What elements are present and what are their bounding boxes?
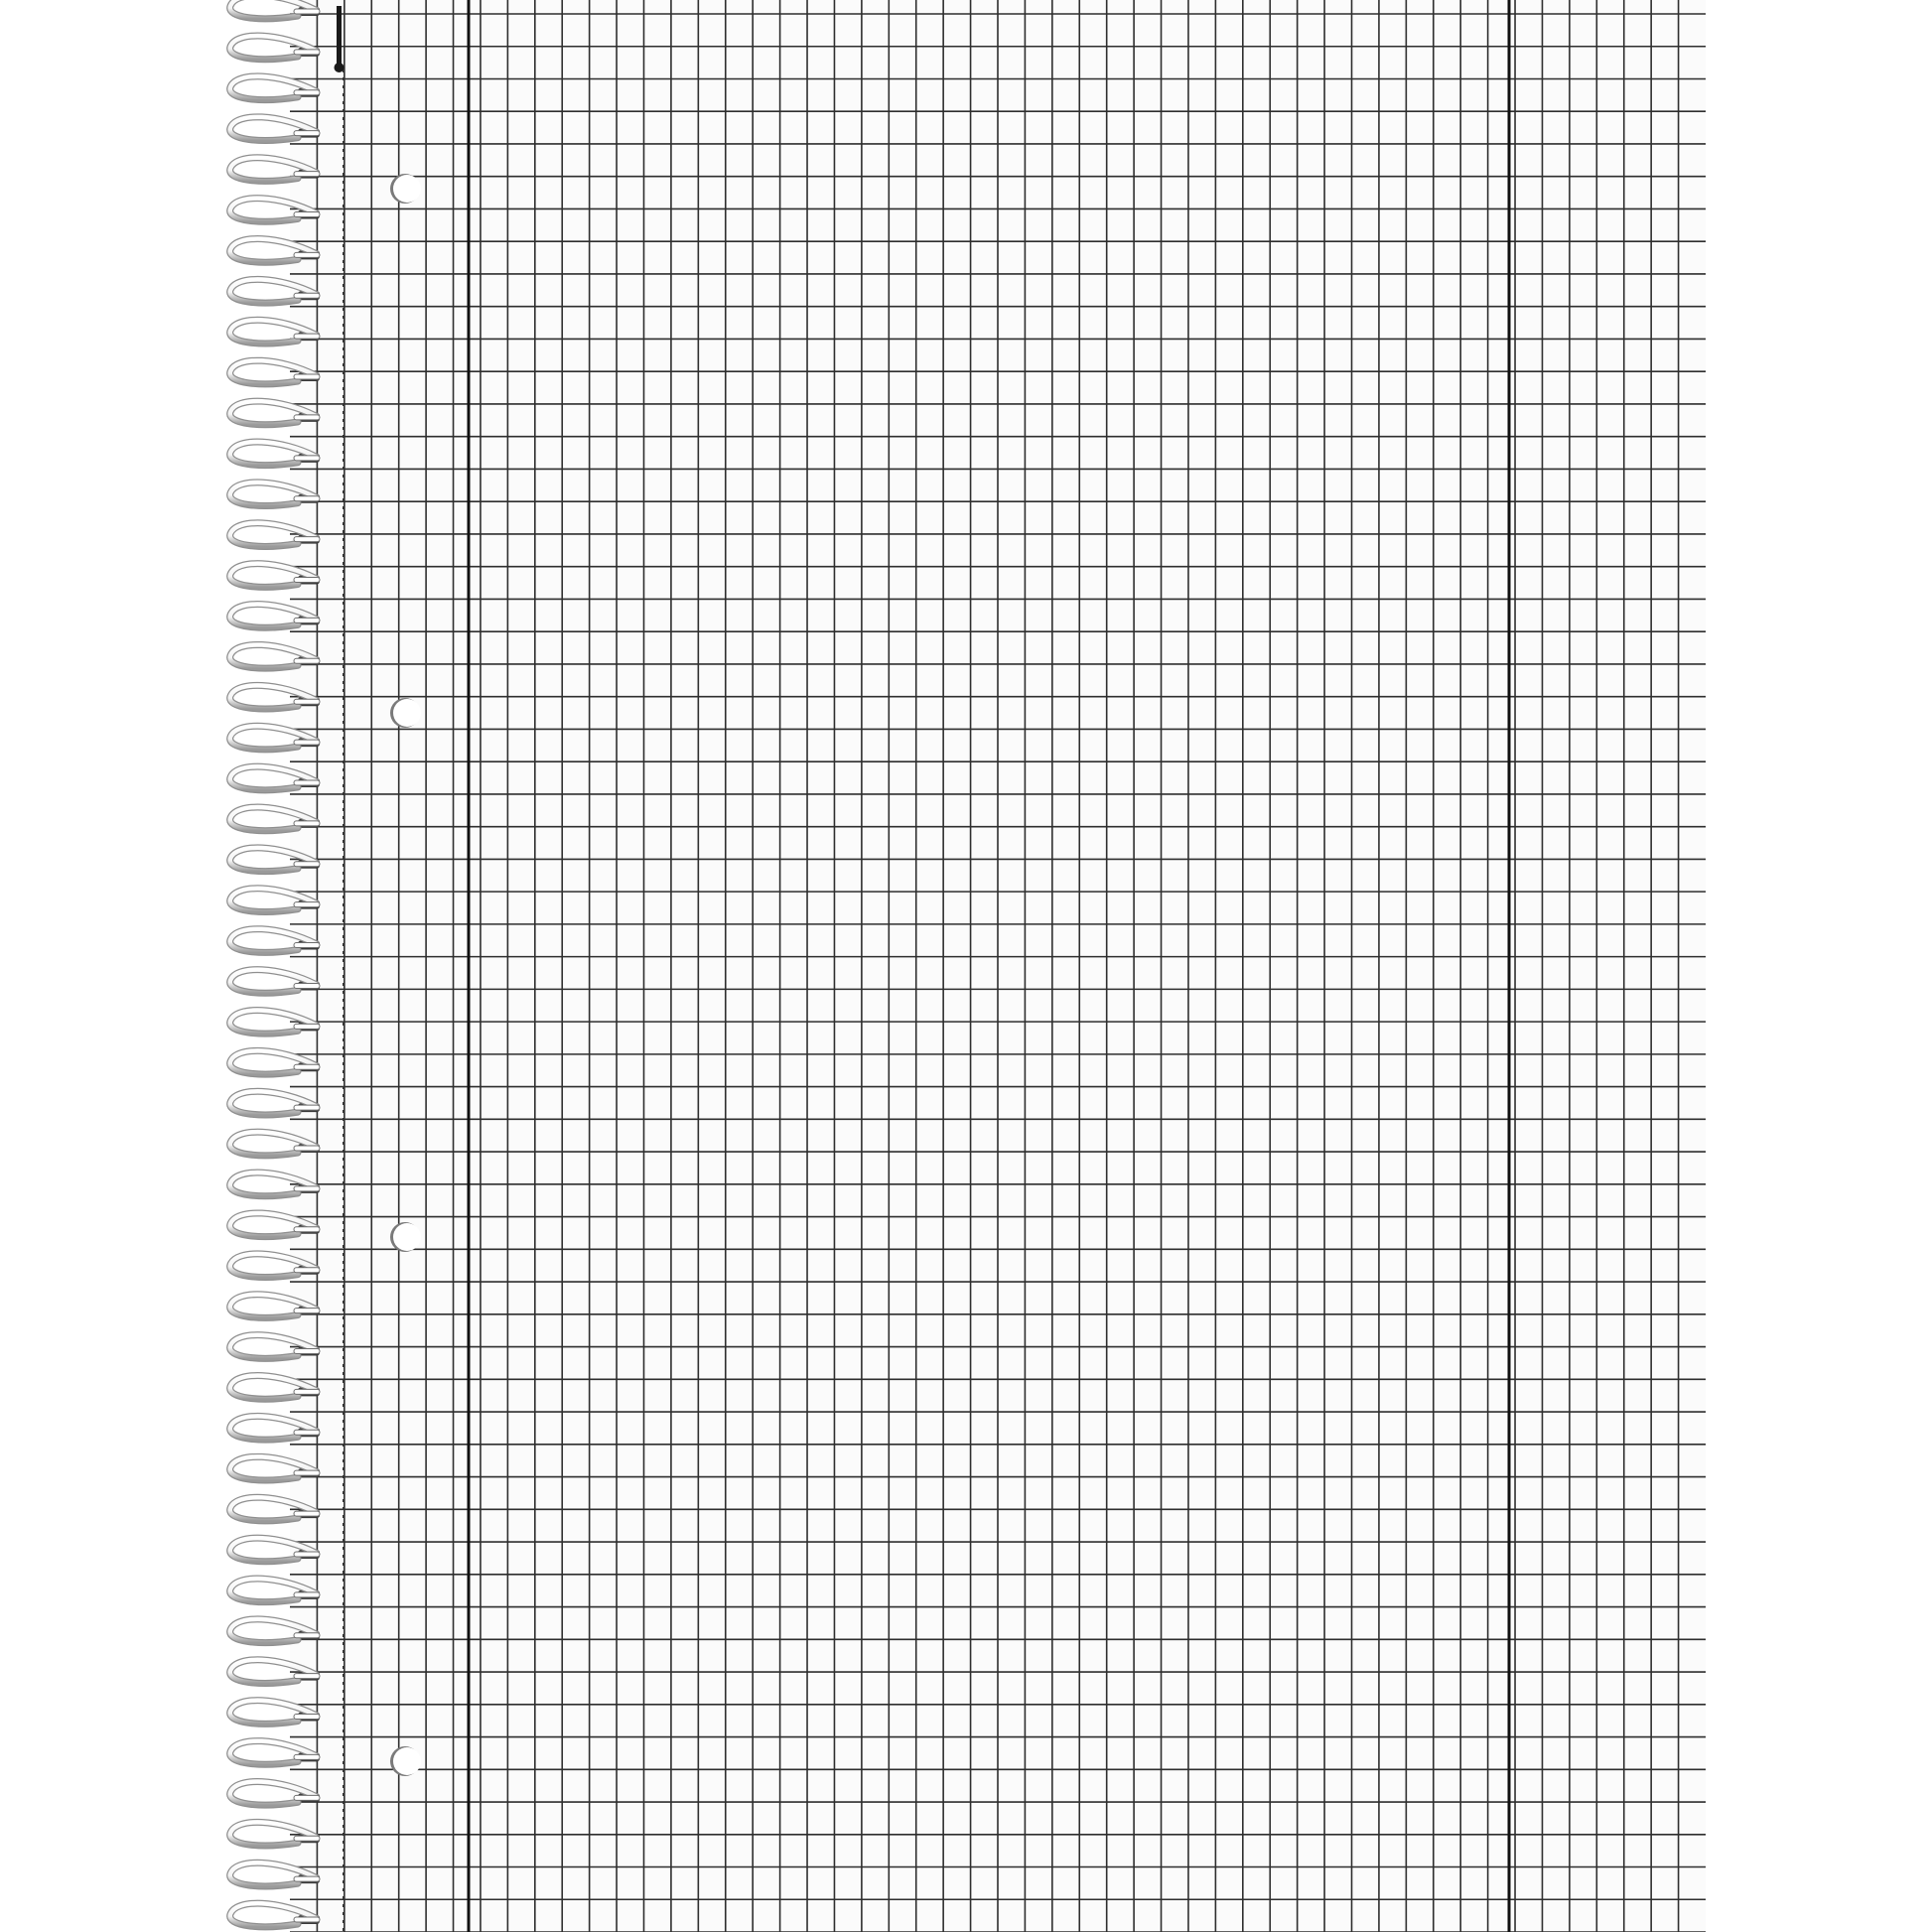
wire-tip	[294, 1146, 320, 1151]
wire-tip	[294, 1754, 320, 1759]
hole-opening	[393, 1223, 421, 1251]
wire-tip	[294, 578, 320, 583]
wire-tip	[294, 537, 320, 542]
wire-tip	[294, 9, 320, 14]
hole-opening	[393, 1747, 421, 1775]
wire-tip	[294, 1795, 320, 1800]
wire-tip	[294, 131, 320, 136]
wire-tip	[294, 50, 320, 55]
wire-tip	[294, 862, 320, 867]
wire-tip	[294, 1268, 320, 1273]
wire-tip	[294, 1592, 320, 1597]
wire-tip	[294, 1552, 320, 1557]
wire-tip	[294, 1674, 320, 1679]
wire-tip	[294, 496, 320, 501]
wire-tip	[294, 902, 320, 907]
wire-tip	[294, 1186, 320, 1191]
wire-tip	[294, 1511, 320, 1516]
wire-tip	[294, 1389, 320, 1394]
wire-tip	[294, 1309, 320, 1313]
wire-tip	[294, 374, 320, 379]
wire-tip	[294, 172, 320, 177]
wire-tip	[294, 983, 320, 988]
wire-tip	[294, 780, 320, 785]
wire-tip	[294, 618, 320, 622]
wire-tip	[294, 1430, 320, 1435]
wire-tip	[294, 90, 320, 95]
wire-tip	[294, 1633, 320, 1638]
wire-tip	[294, 293, 320, 298]
wire-tip	[294, 456, 320, 461]
wire-tip	[294, 740, 320, 745]
hole-opening	[393, 699, 421, 727]
wire-tip	[294, 334, 320, 339]
wire-tip	[294, 699, 320, 704]
wire-tip	[294, 415, 320, 420]
wire-tip	[294, 1876, 320, 1881]
wire-tip	[294, 1024, 320, 1029]
wire-tip	[294, 943, 320, 948]
wire-tip	[294, 821, 320, 826]
wire-tip	[294, 1105, 320, 1110]
wire-tip	[294, 658, 320, 663]
wire-tip	[294, 1064, 320, 1069]
wire-tip	[294, 1715, 320, 1720]
wire-tip	[294, 1470, 320, 1475]
hole-opening	[393, 175, 421, 203]
wire-tip	[294, 1836, 320, 1841]
wire-tip	[294, 252, 320, 257]
wire-tip	[294, 1917, 320, 1922]
wire-tip	[294, 211, 320, 216]
wire-tip	[294, 1348, 320, 1353]
wire-tip	[294, 1227, 320, 1232]
